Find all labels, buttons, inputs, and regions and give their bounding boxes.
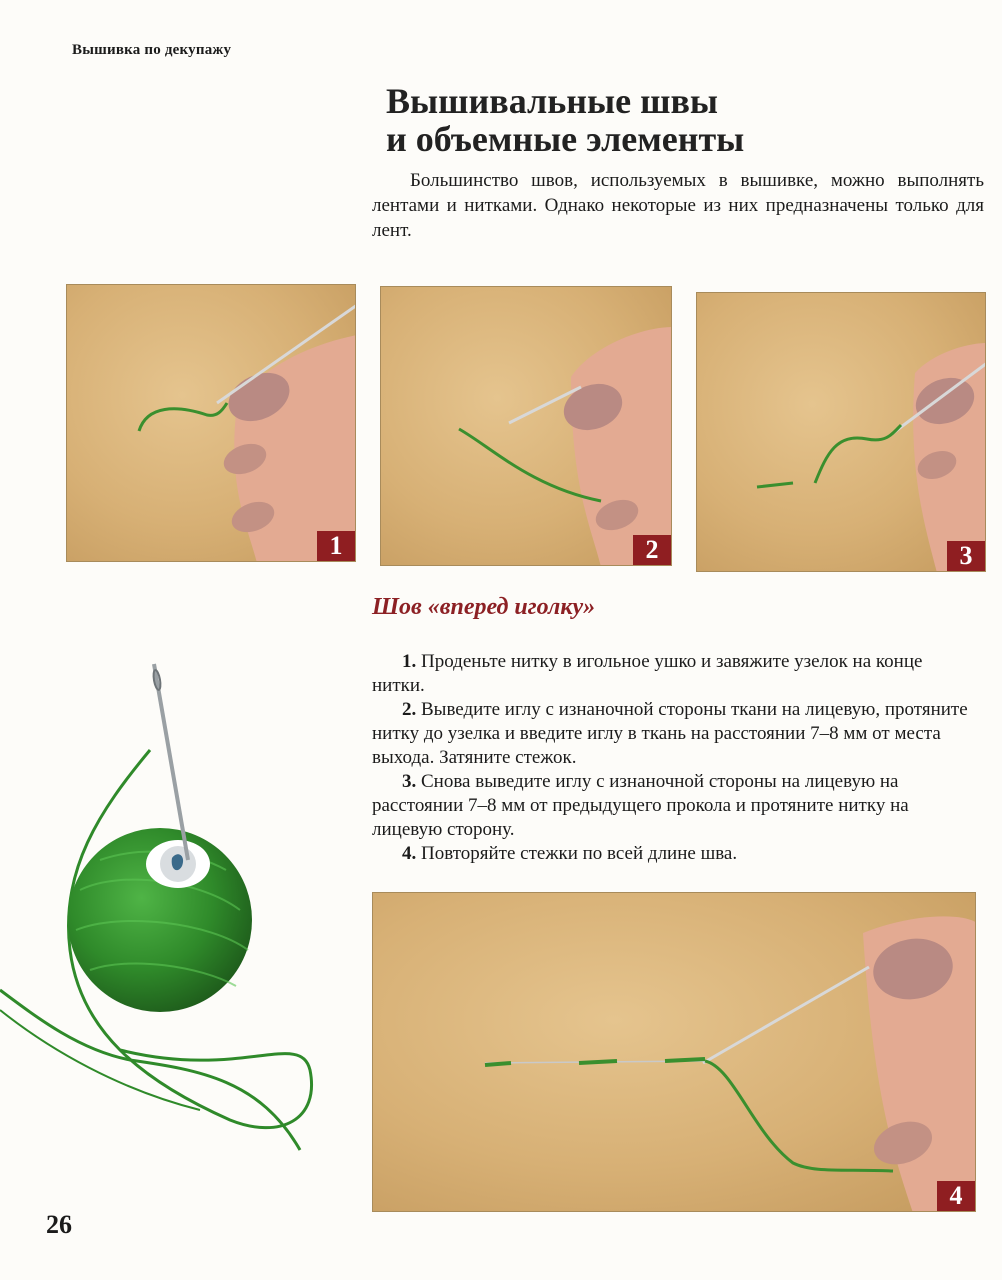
step-3-text: Снова выведите иглу с изнаночной стороны на лицевую на расстоянии 7–8 мм от предыдущего прокола и протяните нитку на лицевую сторону. [372, 771, 909, 840]
step-badge-3: 3 [947, 541, 985, 571]
step-photo-2 [380, 286, 672, 566]
title-line-2: и объемные элементы [386, 119, 745, 159]
steps-list [372, 650, 968, 866]
intro-paragraph: Большинство швов, используемых в вышивке, можно выполнять лентами и нитками. Однако некоторые из них предназначены только для лент. [372, 170, 984, 241]
running-head: Вышивка по декупажу [72, 42, 232, 58]
step-badge-2: 2 [633, 535, 671, 565]
page-title [386, 82, 744, 158]
step-4-text: Повторяйте стежки по всей длине шва. [416, 843, 738, 864]
step-3-number: 3. [402, 771, 417, 792]
step-photo-3 [696, 292, 986, 572]
step-1-number: 1. [402, 651, 417, 672]
page-number: 26 [46, 1210, 72, 1239]
step-2-number: 2. [402, 699, 417, 720]
step-4 [372, 842, 968, 866]
step-photo-4 [372, 892, 976, 1212]
hand-needle-illustration [381, 287, 672, 566]
hand-needle-illustration [373, 893, 976, 1212]
step-badge-1: 1 [317, 531, 355, 561]
title-line-1: Вышивальные швы [386, 81, 719, 121]
section-title: Шов «вперед иголку» [372, 594, 596, 620]
step-2-text: Выведите иглу с изнаночной стороны ткани на лицевую, протяните нитку до узелка и введите иглу в ткань на расстоянии 7–8 мм от места выхода. Затяните стежок. [372, 699, 968, 768]
step-1-text: Проденьте нитку в игольное ушко и завяжите узелок на конце нитки. [372, 651, 923, 696]
hand-needle-illustration [67, 285, 356, 562]
step-1 [372, 650, 968, 698]
step-4-number: 4. [402, 843, 417, 864]
yarn-ball-with-needle [0, 650, 330, 1170]
step-2 [372, 698, 968, 770]
step-badge-4: 4 [937, 1181, 975, 1211]
hand-needle-illustration [697, 293, 986, 572]
step-photo-1 [66, 284, 356, 562]
step-3 [372, 770, 968, 842]
